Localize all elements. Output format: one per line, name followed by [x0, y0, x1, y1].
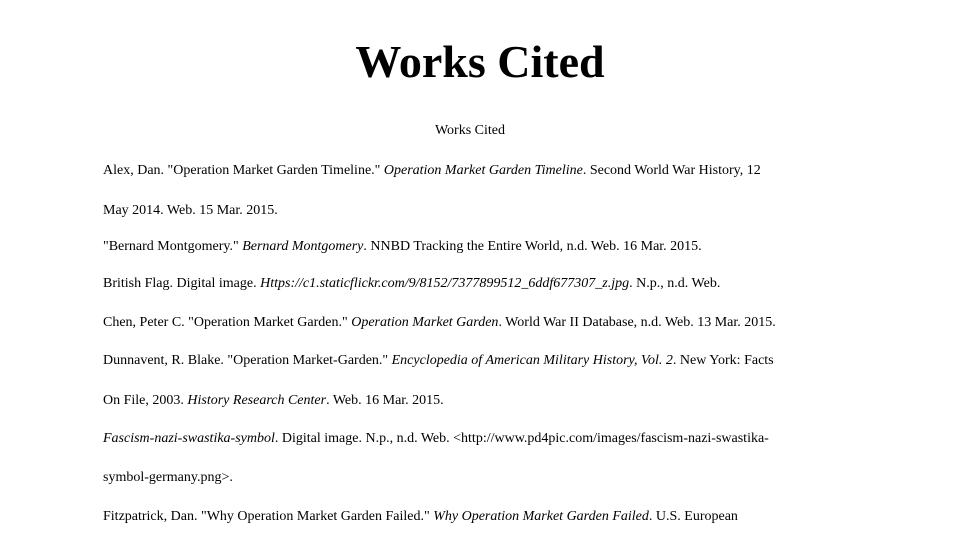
citation-title: Https://c1.staticflickr.com/9/8152/7377899512_6ddf677307_z.jpg — [260, 276, 630, 291]
citation-text: Alex, Dan. "Operation Market Garden Timeline." — [103, 163, 384, 178]
citation-text: May 2014. Web. 15 Mar. 2015. — [103, 203, 278, 218]
citation-text: . Second World War History, 12 — [582, 163, 761, 178]
citation-text: . New York: Facts — [672, 353, 774, 368]
citation-title: Bernard Montgomery — [242, 239, 364, 254]
citation-title: Operation Market Garden — [351, 315, 499, 330]
citation-text: British Flag. Digital image. — [103, 276, 261, 291]
citation-line — [103, 430, 769, 448]
citation-line — [103, 275, 720, 293]
citation-text: . NNBD Tracking the Entire World, n.d. Web. 16 Mar. 2015. — [363, 239, 702, 254]
slide-title: Works Cited — [355, 36, 605, 87]
citation-line — [103, 202, 278, 220]
citation-text: On File, 2003. — [103, 393, 188, 408]
citation-line — [103, 392, 444, 410]
citation-text: Fitzpatrick, Dan. "Why Operation Market Garden Failed." — [103, 509, 434, 524]
citation-text: . Digital image. N.p., n.d. Web. <http://www.pd4pic.com/images/fascism-nazi-swastika- — [274, 431, 769, 446]
citation-line — [103, 314, 776, 332]
citation-title: History Research Center — [187, 393, 327, 408]
citation-text: . N.p., n.d. Web. — [629, 276, 721, 291]
citation-text: . Web. 16 Mar. 2015. — [326, 393, 444, 408]
citation-title: Fascism-nazi-swastika-symbol — [103, 431, 275, 446]
works-cited-heading: Works Cited — [434, 123, 506, 138]
citation-line — [103, 469, 233, 487]
citation-text: "Bernard Montgomery." — [103, 239, 243, 254]
citation-text: Dunnavent, R. Blake. "Operation Market-Garden." — [103, 353, 392, 368]
citation-line — [103, 352, 774, 370]
citation-text: . U.S. European — [648, 509, 738, 524]
citation-text: . World War II Database, n.d. Web. 13 Mar. 2015. — [498, 315, 776, 330]
citation-title: Operation Market Garden Timeline — [383, 163, 583, 178]
citation-line — [103, 508, 738, 526]
citation-title: Encyclopedia of American Military History, Vol. 2 — [391, 353, 673, 368]
citation-line — [103, 162, 761, 180]
citation-line — [103, 238, 702, 256]
citation-title: Why Operation Market Garden Failed — [433, 509, 649, 524]
citation-text: symbol-germany.png>. — [103, 470, 233, 485]
citation-text: Chen, Peter C. "Operation Market Garden." — [103, 315, 352, 330]
